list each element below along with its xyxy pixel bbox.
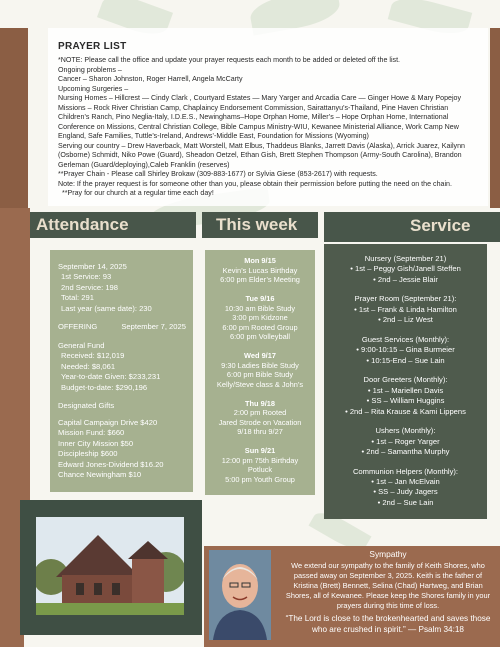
service-line: • 1st – Frank & Linda Hamilton [354, 304, 457, 314]
gift-item: Chance Newingham $10 [58, 469, 142, 479]
week-day-item [205, 446, 315, 485]
service-line: • 2nd – Sue Lain [377, 497, 434, 507]
service-title: Ushers (Monthly): [375, 426, 436, 436]
offering-date: September 7, 2025 [121, 322, 186, 332]
sympathy-title: Sympathy [369, 549, 407, 559]
week-event: 5:00 pm Youth Group [225, 474, 295, 484]
week-day: Wed 9/17 [244, 351, 276, 360]
service-block [324, 294, 487, 325]
offering-label: OFFERING [58, 322, 98, 332]
service-line: • 2nd – Samantha Murphy [361, 447, 450, 457]
service-line: • 1st – Peggy Gish/Janell Steffen [350, 264, 461, 274]
portrait-photo [209, 550, 271, 640]
prayer-line: Missions – Rock River Christian Camp, Chaplaincy Endorsement Commission, Sairattanyu’s-Thailand, Pine Haven Christian Children’s Ranch, Pino Neglia-Italy, I.D.E.S., Newinghams–Hope Orphan Home, Miller’s – Hope Orphan Home, International Conference on Missions, Central Christian College, Bible Campus Ministry-WIU, Kewanee Ministerial Alliance, Work Camp New England, Safe Families, Tuttle’s-Ireland, Andrews’-Middle East, Foundation for Missions (Wyoming) [58, 103, 459, 141]
week-event: 12:00 pm 75th Birthday [221, 455, 299, 465]
needed-amount: Needed: $8,061 [61, 361, 116, 371]
week-event: Kelly/Steve class & John’s [216, 379, 304, 389]
service-line: • 1st – Mariellen Davis [367, 385, 444, 395]
week-day: Mon 9/15 [244, 256, 276, 265]
week-day: Sun 9/21 [244, 446, 276, 455]
prayer-list-title: PRAYER LIST [58, 41, 127, 52]
gift-item: Mission Fund: $660 [58, 428, 125, 438]
service-header: Service [410, 216, 471, 235]
first-service-count: 1st Service: 93 [61, 272, 112, 282]
attendance-panel [50, 250, 193, 492]
week-day-item [205, 399, 315, 438]
brown-accent-bar [490, 28, 500, 208]
service-line: • 2nd – Rita Krause & Kami Lippens [345, 406, 466, 416]
week-day-item [205, 256, 315, 285]
second-service-count: 2nd Service: 198 [61, 282, 118, 292]
service-block [324, 335, 487, 366]
sympathy-verse: “The Lord is close to the brokenhearted and saves those who are crushed in spirit.” — Psalm 34:18 [285, 613, 491, 634]
church-photo [36, 517, 184, 615]
service-line: • 9:00-10:15 – Gina Burmeier [356, 345, 455, 355]
week-event: Kevin’s Lucas Birthday [222, 265, 298, 275]
week-event: 10:30 am Bible Study [224, 303, 296, 313]
attendance-header-bg [0, 208, 30, 548]
week-day-item [205, 294, 315, 342]
service-panel [324, 244, 487, 519]
prayer-line: *NOTE: Please call the office and update your prayer requests each month to be added or deleted off the list. [58, 56, 401, 65]
week-event: 6:00 pm Rooted Group [222, 322, 298, 332]
this-week-header: This week [216, 215, 298, 234]
service-line: • 2nd – Jessie Blair [373, 274, 438, 284]
sympathy-text [282, 549, 494, 636]
service-line: • 1st – Jan McElvain [371, 476, 440, 486]
prayer-list-section [48, 28, 488, 206]
prayer-line: Serving our country – Drew Haverback, Matt Worstell, Matt Elbus, Thaddeus Blanks, Jarrett Davis (Alaska), Arrick Juarez, Kailynn (Osborne) Schmidt, Niko Powe (Guard), Sheadon Oetzel, Ethan Gish, Brett Stephen Thompson (Army-South Carolina), Brandon Gerleman (Guard/deploying),Caleb Franklin (reserves) [58, 141, 465, 169]
designated-gifts-label: Designated Gifts [58, 401, 115, 411]
service-title: Nursery (September 21) [364, 254, 447, 263]
service-line: • 10:15-End – Sue Lain [366, 355, 445, 365]
week-event: Jared Strode on Vacation [218, 417, 302, 427]
prayer-line: Upcoming Surgeries – [58, 84, 129, 93]
prayer-line: Ongoing problems – [58, 65, 122, 74]
week-event: 3:00 pm Kidzone [232, 313, 288, 323]
service-title: Prayer Room (September 21): [354, 294, 457, 304]
week-day: Thu 9/18 [245, 398, 275, 408]
week-day-item [205, 351, 315, 390]
week-event: Potluck [247, 465, 273, 475]
gift-item: Discipleship $600 [58, 449, 118, 459]
service-title: Communion Helpers (Monthly): [352, 466, 459, 476]
church-illustration [36, 517, 184, 615]
budget-ytd-amount: Budget-to-date: $290,196 [61, 382, 148, 392]
prayer-line: Nursing Homes – Hillcrest — Cindy Clark , Courtyard Estates — Mary Yarger and Arcadia Care — Ginger Howe & Mary Popejoy [58, 94, 462, 103]
gift-item: Capital Campaign Drive $420 [58, 417, 158, 427]
week-event: 9/18 thru 9/27 [237, 427, 283, 437]
attendance-header: Attendance [36, 215, 129, 234]
gift-item: Edward Jones-Dividend $16.20 [58, 459, 164, 469]
portrait-illustration [209, 550, 271, 640]
service-line: • SS – William Huggins [366, 396, 445, 406]
service-block [324, 254, 487, 285]
sympathy-body: We extend our sympathy to the family of Keith Shores, who passed away on September 3, 2025. Keith is the father of Kristina (Brett) Bennett, Selina (Chad) Hartweg, and Brian Shores, all of Kewanee. Please keep the Shores family in your prayers during this time of loss. [285, 561, 491, 610]
general-fund-label: General Fund [58, 340, 105, 350]
received-amount: Received: $12,019 [61, 351, 125, 361]
gift-item: Inner City Mission $50 [58, 438, 134, 448]
prayer-line: Note: If the prayer request is for someone other than you, please obtain their permission before putting the need on the chain. [58, 179, 452, 188]
prayer-line: Cancer – Sharon Johnston, Roger Harrell, Angela McCarty [58, 75, 243, 84]
this-week-panel [205, 250, 315, 495]
total-count: Total: 291 [61, 293, 94, 303]
service-block [324, 467, 487, 509]
service-line: • 2nd – Liz West [378, 315, 433, 325]
brown-accent-bar [0, 28, 28, 208]
service-block [324, 426, 487, 457]
prayer-line: **Prayer Chain - Please call Shirley Brokaw (309-883-1677) or Sylvia Giese (853-2617) with requests. [58, 170, 378, 179]
attendance-date: September 14, 2025 [58, 262, 127, 271]
week-event: 6:00 pm Elder’s Meeting [220, 275, 300, 285]
week-event: 2:00 pm Rooted [233, 408, 287, 418]
prayer-line: **Pray for our church at a regular time each day! [62, 189, 214, 198]
ytd-given-amount: Year-to-date Given: $233,231 [61, 372, 161, 382]
service-block [324, 375, 487, 417]
service-title: Door Greeters (Monthly): [363, 375, 448, 385]
week-event: 9:30 Ladies Bible Study [221, 360, 299, 370]
last-year-count: Last year (same date): 230 [61, 303, 152, 313]
service-title: Guest Services (Monthly): [361, 334, 450, 344]
week-event: 6:00 pm Volleyball [230, 332, 290, 342]
service-line: • 1st – Roger Yarger [371, 436, 440, 446]
week-day: Tue 9/16 [245, 293, 275, 303]
week-event: 6:00 pm Bible Study [226, 370, 294, 380]
service-line: • SS – Judy Jagers [373, 487, 438, 497]
